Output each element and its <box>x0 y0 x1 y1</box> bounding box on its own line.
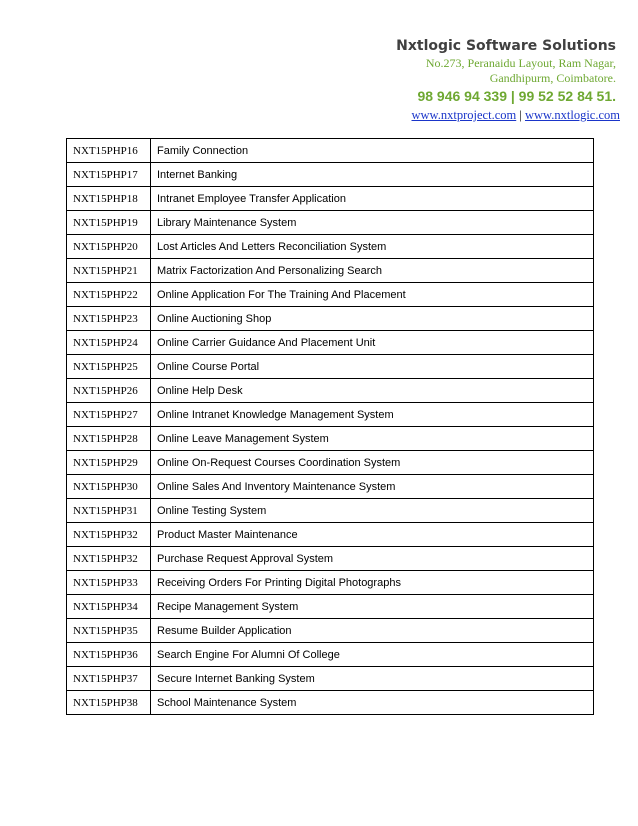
project-code: NXT15PHP28 <box>67 427 151 451</box>
project-title: School Maintenance System <box>151 691 594 715</box>
project-code: NXT15PHP37 <box>67 667 151 691</box>
table-row <box>67 331 594 355</box>
table-row <box>67 499 594 523</box>
project-code: NXT15PHP22 <box>67 283 151 307</box>
project-code: NXT15PHP21 <box>67 259 151 283</box>
project-code: NXT15PHP32 <box>67 547 151 571</box>
project-title: Intranet Employee Transfer Application <box>151 187 594 211</box>
project-title: Purchase Request Approval System <box>151 547 594 571</box>
table-row <box>67 571 594 595</box>
project-title: Online Course Portal <box>151 355 594 379</box>
company-name: Nxtlogic Software Solutions <box>396 38 616 54</box>
project-title: Online Carrier Guidance And Placement Unit <box>151 331 594 355</box>
project-title: Family Connection <box>151 139 594 163</box>
project-code: NXT15PHP30 <box>67 475 151 499</box>
project-title: Product Master Maintenance <box>151 523 594 547</box>
project-title: Online Testing System <box>151 499 594 523</box>
table-row <box>67 307 594 331</box>
project-table-body <box>67 139 594 715</box>
table-row <box>67 283 594 307</box>
address-line-1: No.273, Peranaidu Layout, Ram Nagar, <box>425 56 616 70</box>
project-title: Online On-Request Courses Coordination System <box>151 451 594 475</box>
project-code: NXT15PHP34 <box>67 595 151 619</box>
table-row <box>67 619 594 643</box>
table-row <box>67 691 594 715</box>
table-row <box>67 427 594 451</box>
table-row <box>67 643 594 667</box>
project-code: NXT15PHP26 <box>67 379 151 403</box>
project-title: Online Sales And Inventory Maintenance System <box>151 475 594 499</box>
nxtlogic-link[interactable]: www.nxtlogic.com <box>524 108 620 122</box>
project-code: NXT15PHP31 <box>67 499 151 523</box>
project-title: Online Help Desk <box>151 379 594 403</box>
project-code: NXT15PHP20 <box>67 235 151 259</box>
project-title: Search Engine For Alumni Of College <box>151 643 594 667</box>
project-title: Matrix Factorization And Personalizing Search <box>151 259 594 283</box>
project-title: Internet Banking <box>151 163 594 187</box>
project-code: NXT15PHP38 <box>67 691 151 715</box>
nxtproject-link[interactable]: www.nxtproject.com <box>411 108 517 122</box>
table-row <box>67 523 594 547</box>
table-row <box>67 475 594 499</box>
project-code: NXT15PHP16 <box>67 139 151 163</box>
project-title: Online Intranet Knowledge Management System <box>151 403 594 427</box>
project-title: Resume Builder Application <box>151 619 594 643</box>
project-title: Online Application For The Training And Placement <box>151 283 594 307</box>
table-row <box>67 163 594 187</box>
table-row <box>67 595 594 619</box>
project-code: NXT15PHP17 <box>67 163 151 187</box>
project-code: NXT15PHP24 <box>67 331 151 355</box>
table-row <box>67 211 594 235</box>
table-row <box>67 547 594 571</box>
project-table <box>66 138 594 715</box>
project-code: NXT15PHP32 <box>67 523 151 547</box>
table-row <box>67 355 594 379</box>
link-separator: | <box>516 108 525 122</box>
phone-numbers: 98 946 94 339 | 99 52 52 84 51. <box>417 88 616 104</box>
table-row <box>67 667 594 691</box>
project-title: Receiving Orders For Printing Digital Photographs <box>151 571 594 595</box>
letterhead <box>300 36 620 124</box>
project-title: Secure Internet Banking System <box>151 667 594 691</box>
project-code: NXT15PHP25 <box>67 355 151 379</box>
project-code: NXT15PHP35 <box>67 619 151 643</box>
table-row <box>67 187 594 211</box>
project-title: Lost Articles And Letters Reconciliation System <box>151 235 594 259</box>
table-row <box>67 379 594 403</box>
project-title: Online Auctioning Shop <box>151 307 594 331</box>
table-row <box>67 259 594 283</box>
table-row <box>67 139 594 163</box>
project-code: NXT15PHP23 <box>67 307 151 331</box>
table-row <box>67 451 594 475</box>
address-line-2: Gandhipurm, Coimbatore. <box>489 71 616 85</box>
project-code: NXT15PHP36 <box>67 643 151 667</box>
project-title: Recipe Management System <box>151 595 594 619</box>
project-code: NXT15PHP33 <box>67 571 151 595</box>
project-title: Library Maintenance System <box>151 211 594 235</box>
project-code: NXT15PHP27 <box>67 403 151 427</box>
project-code: NXT15PHP18 <box>67 187 151 211</box>
table-row <box>67 403 594 427</box>
project-code: NXT15PHP29 <box>67 451 151 475</box>
project-title: Online Leave Management System <box>151 427 594 451</box>
table-row <box>67 235 594 259</box>
project-code: NXT15PHP19 <box>67 211 151 235</box>
website-links <box>300 106 620 124</box>
